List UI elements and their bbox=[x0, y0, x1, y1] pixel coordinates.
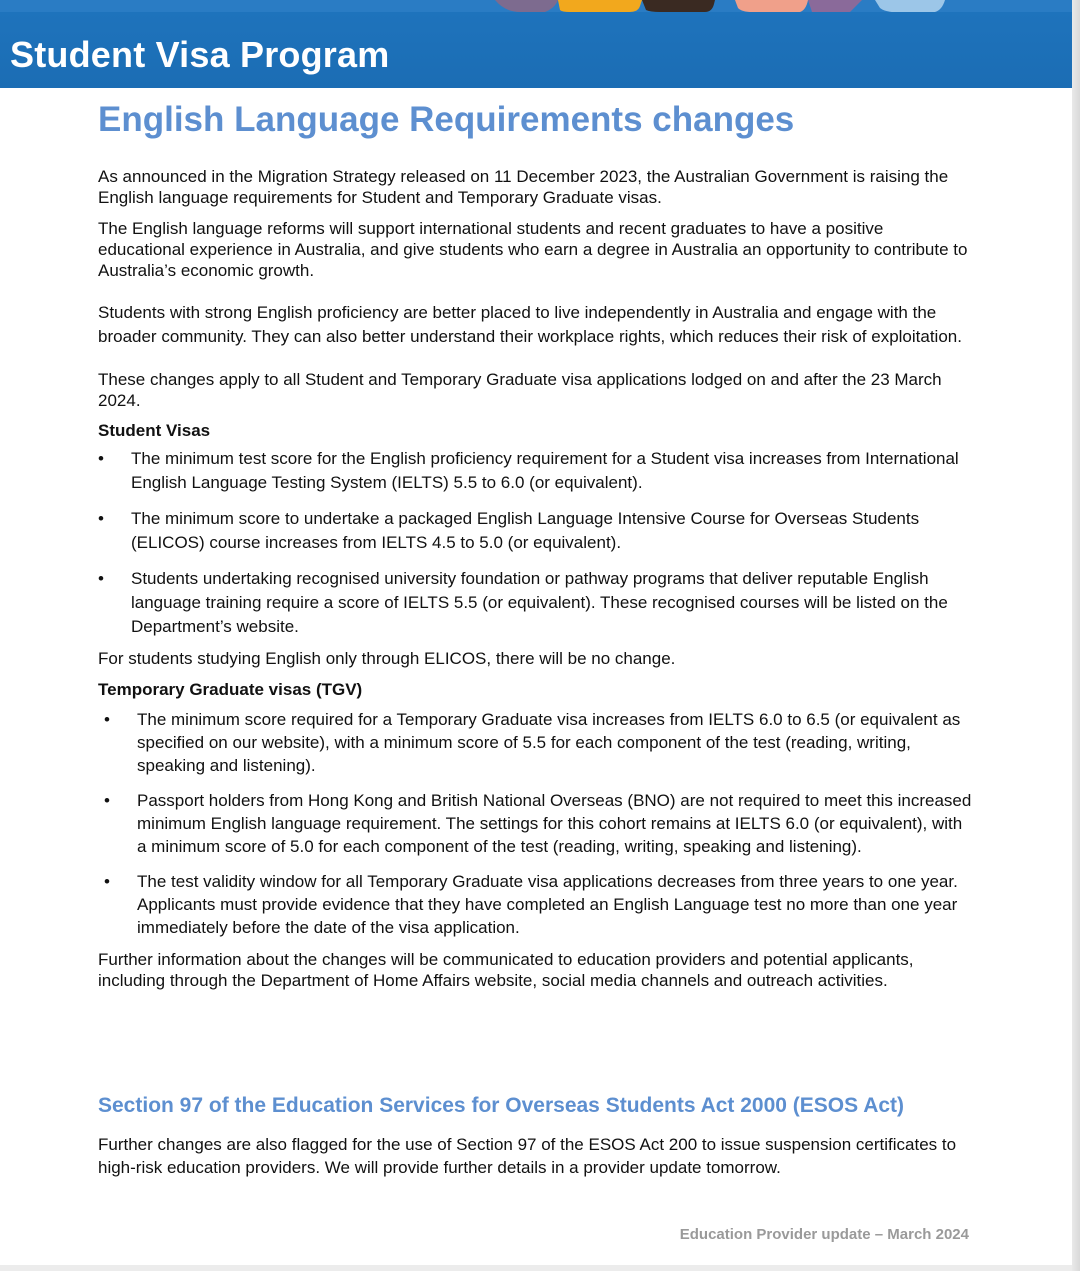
intro-paragraph: These changes apply to all Student and Temporary Graduate visa applications lodged on and after the 23 March 2024. bbox=[98, 370, 942, 410]
page-footer: Education Provider update – March 2024 bbox=[679, 1226, 969, 1243]
student-visas-heading: Student Visas bbox=[98, 421, 211, 440]
banner-illustration bbox=[0, 0, 1072, 12]
intro-paragraph: The English language reforms will support international students and recent graduates to have a positive educational experience in Australia, and give students who earn a degree in Australia an opportunity to contribute to Australia’s economic growth. bbox=[98, 219, 968, 280]
elicos-note: For students studying English only through ELICOS, there will be no change. bbox=[98, 649, 676, 668]
further-info-paragraph: Further information about the changes will be communicated to education providers and potential applicants, including through the Department of Home Affairs website, social media channels and outreach activities. bbox=[98, 950, 914, 990]
student-visas-list bbox=[98, 447, 973, 639]
list-item: • The minimum score to undertake a packaged English Language Intensive Course for Overseas Students (ELICOS) course increases from IELTS 4.5 to 5.0 (or equivalent). bbox=[98, 507, 973, 555]
tgv-heading: Temporary Graduate visas (TGV) bbox=[98, 680, 363, 699]
list-item: • The test validity window for all Temporary Graduate visa applications decreases from three years to one year. Applicants must provide evidence that they have completed an English Language test no more than one year immediately before the date of the visa application. bbox=[98, 870, 973, 939]
tgv-list bbox=[98, 708, 973, 939]
list-item: • Students undertaking recognised university foundation or pathway programs that deliver reputable English language training require a score of IELTS 5.5 (or equivalent). These recognised courses will be listed on the Department’s website. bbox=[98, 567, 973, 639]
intro-paragraph: As announced in the Migration Strategy released on 11 December 2023, the Australian Government is raising the English language requirements for Student and Temporary Graduate visas. bbox=[98, 167, 949, 207]
list-item: • The minimum test score for the English proficiency requirement for a Student visa increases from International English Language Testing System (IELTS) 5.5 to 6.0 (or equivalent). bbox=[98, 447, 973, 495]
list-item: • The minimum score required for a Temporary Graduate visa increases from IELTS 6.0 to 6.5 (or equivalent as specified on our website), with a minimum score of 5.5 for each component of the test (reading, writing, speaking and listening). bbox=[98, 708, 973, 777]
document-body bbox=[98, 166, 973, 991]
page-edge-bottom bbox=[0, 1265, 1072, 1271]
section-97-paragraph: Further changes are also flagged for the use of Section 97 of the ESOS Act 200 to issue suspension certificates to high-risk education providers. We will provide further details in a provider update tomorrow. bbox=[98, 1135, 957, 1177]
section-97-heading: Section 97 of the Education Services for Overseas Students Act 2000 (ESOS Act) bbox=[98, 1094, 905, 1117]
page-edge-shadow bbox=[1072, 0, 1080, 1271]
page-title: English Language Requirements changes bbox=[98, 100, 795, 139]
list-item: • Passport holders from Hong Kong and British National Overseas (BNO) are not required to meet this increased minimum English language requirement. The settings for this cohort remains at IELTS 6.0 (or equivalent), with a minimum score of 5.0 for each component of the test (reading, writing, speaking and listening). bbox=[98, 789, 973, 858]
intro-paragraph: Students with strong English proficiency are better placed to live independently in Australia and engage with the broader community. They can also better understand their workplace rights, which reduces their risk of exploitation. bbox=[98, 303, 962, 346]
program-title: Student Visa Program bbox=[10, 34, 390, 75]
header-banner bbox=[0, 0, 1072, 88]
